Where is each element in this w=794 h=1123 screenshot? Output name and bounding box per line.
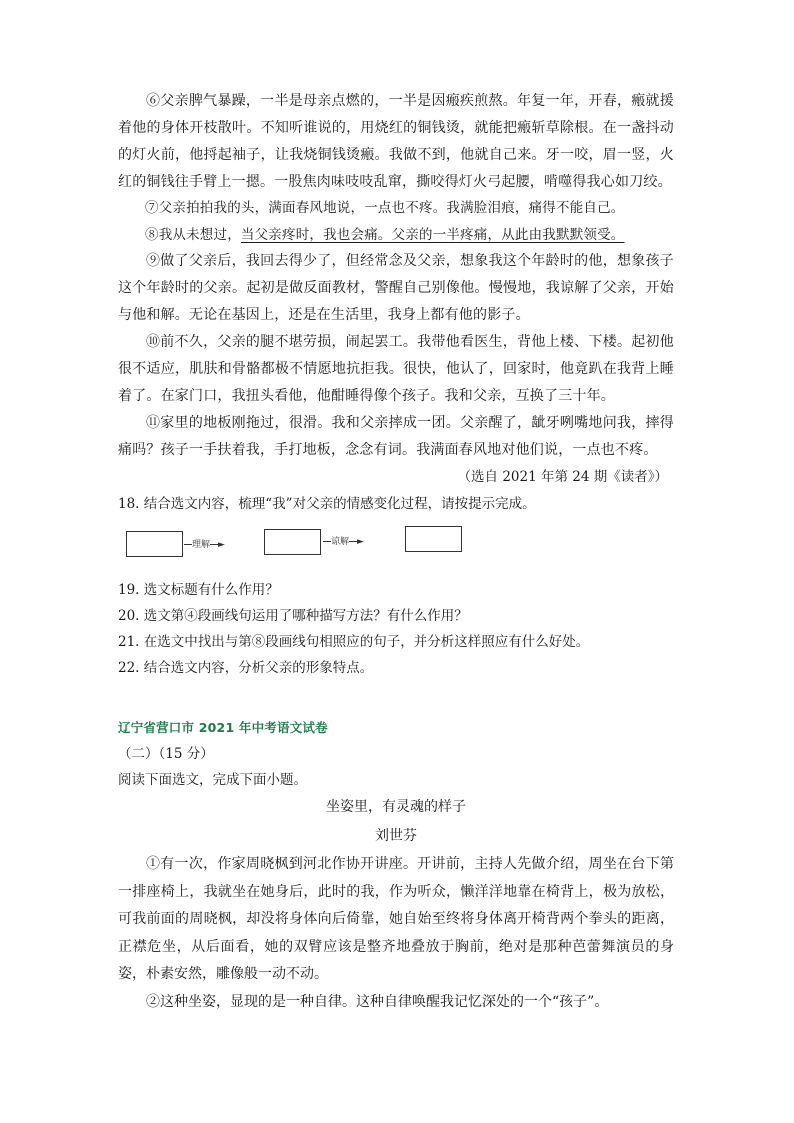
article-paragraph-2: ②这种坐姿，显现的是一种自律。这种自律唤醒我记忆深处的一个“孩子”。 [146, 993, 609, 1010]
answer-box-1 [126, 531, 183, 557]
arrow-line-icon [323, 541, 331, 542]
arrow-label-understand: 理解 [192, 540, 211, 550]
question-21: 21. 在选文中找出与第⑧段画线句相照应的句子，并分析这样照应有什么好处。 [118, 634, 590, 650]
source-citation: （选自 2021 年第 24 期《读者》） [457, 469, 668, 485]
arrow-line-icon [210, 544, 218, 545]
arrow-understand [184, 537, 225, 550]
article-author: 刘世芬 [375, 828, 417, 844]
question-19: 19. 选文标题有什么作用？ [118, 582, 279, 598]
arrow-forgive [323, 534, 364, 547]
arrow-label-forgive: 谅解 [331, 537, 350, 547]
question-22: 22. 结合选文内容，分析父亲的形象特点。 [118, 660, 374, 676]
arrow-head-icon: ► [218, 540, 225, 550]
paragraph-6: ⑥父亲脾气暴躁，一半是母亲点燃的，一半是因瘢疾煎熬。年复一年，开春，瘢就援着他的身体开枝散叶。不知听谁说的，用烧红的铜钱烫，就能把瘢斩草除根。在一盏抖动的灯火前，他捋起袖子，让我烧铜钱烫瘢。我做不到，他就自己来。牙一咬，眉一竖，火红的铜钱往手臂上一摁。一股焦肉味吱吱乱窜，撕咬得灯火弓起腰，啃噬得我心如刀绞。 [118, 93, 674, 190]
paragraph-8 [118, 223, 674, 248]
reading-instruction: 阅读下面选文，完成下面小题。 [118, 772, 307, 788]
paragraph-11: ⑪家里的地板刚拖过，很滑。我和父亲摔成一团。父亲醒了，龇牙咧嘴地问我，摔得痛吗？孩子一手扶着我，手打地板，念念有词。我满面春风地对他们说，一点也不疼。 [118, 415, 674, 458]
article-paragraph-1: ①有一次，作家周晓枫到河北作协开讲座。开讲前，主持人先做介绍，周坐在台下第一排座椅上，我就坐在她身后，此时的我，作为听众，懒洋洋地靠在椅背上，极为放松，可我前面的周晓枫，却没将身体向后倚靠，她自始至终将身体离开椅背两个拳头的距离，正襟危坐，从后面看，她的双臂应该是整齐地叠放于胸前，绝对是那种芭蕾舞演员的身姿，朴素安然，雕像般一动不动。 [118, 856, 674, 982]
paragraph-8-underlined-sentence: 当父亲疼时，我也会痛。父亲的一半疼痛，从此由我默默领受。 [240, 227, 625, 243]
paragraph-10: ⑩前不久，父亲的腿不堪劳损，闹起罢工。我带他看医生，背他上楼、下楼。起初他很不适应，肌肤和骨骼都极不情愿地抗拒我。很快，他认了，回家时，他竟趴在我背上睡着了。在家门口，我扭头看他，他酣睡得像个孩子。我和父亲，互换了三十年。 [118, 334, 674, 404]
document-page [118, 88, 674, 1016]
arrow-line-icon [184, 544, 192, 545]
arrow-line-icon [349, 541, 357, 542]
paragraph-8-prefix: ⑧我从未想过， [145, 227, 241, 243]
paragraph-9: ⑨做了父亲后，我回去得少了，但经常念及父亲，想象我这个年龄时的他，想象孩子这个年龄时的父亲。起初是做反面教材，警醒自己别像他。慢慢地，我谅解了父亲，开始与他和解。无论在基因上，还是在生活里，我身上都有他的影子。 [118, 253, 674, 323]
article-title: 坐姿里，有灵魂的样子 [326, 799, 466, 815]
answer-box-3 [405, 526, 462, 552]
question-20: 20. 选文第④段画线句运用了哪种描写方法？有什么作用？ [118, 608, 468, 624]
emotion-flow-diagram [118, 525, 674, 567]
answer-box-2 [264, 529, 321, 555]
exam-section-title: 辽宁省营口市 2021 年中考语文试卷 [118, 720, 328, 735]
paragraph-7: ⑦父亲拍拍我的头，满面春风地说，一点也不疼。我满脸泪痕，痛得不能自己。 [145, 200, 625, 216]
part-label: （二）（15 分） [118, 746, 214, 762]
arrow-head-icon: ► [357, 537, 364, 547]
question-18: 18. 结合选文内容，梳理“我”对父亲的情感变化过程，请按提示完成。 [118, 496, 536, 512]
